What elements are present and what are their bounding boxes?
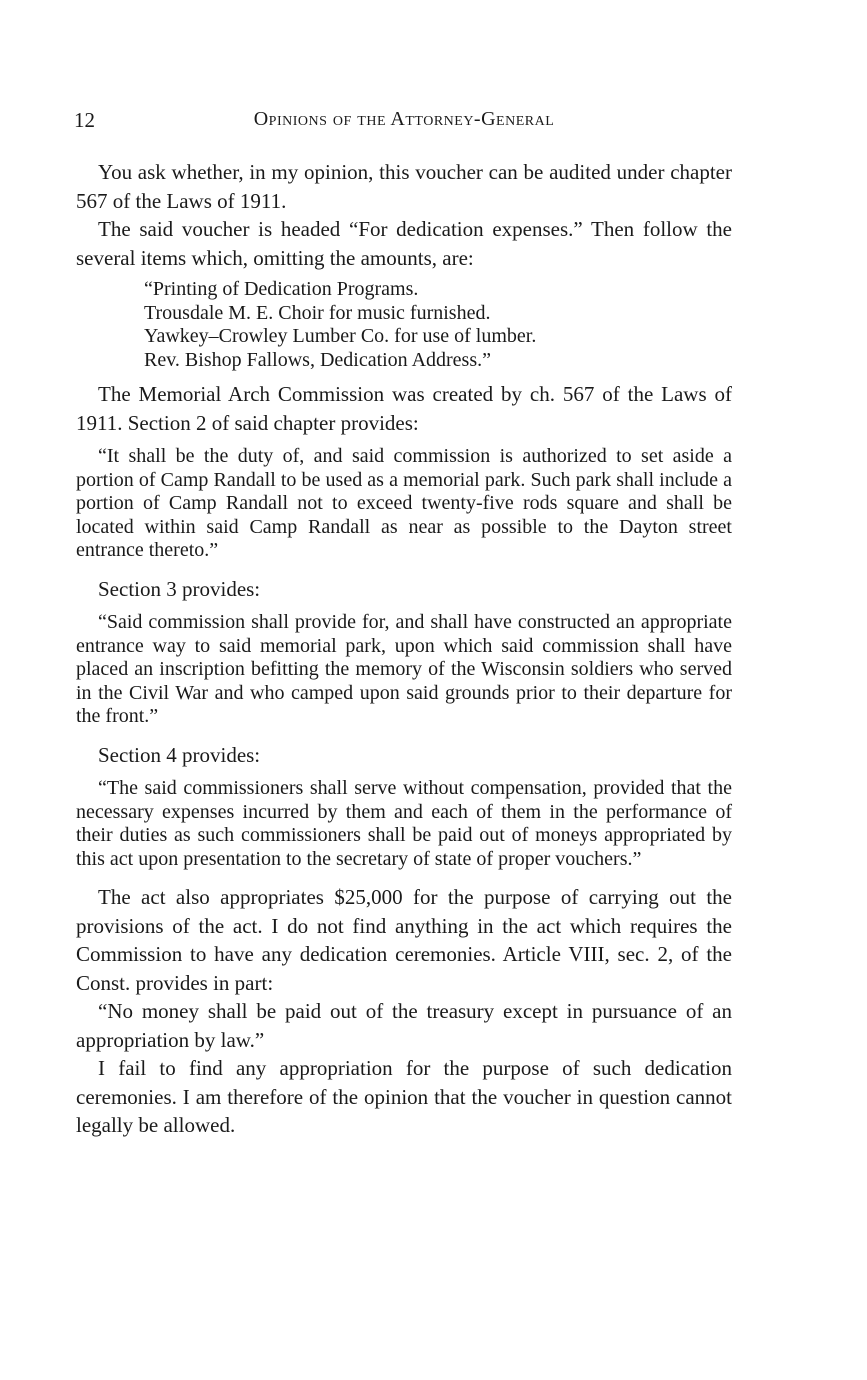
- quote-text: “It shall be the duty of, and said commission is authorized to set aside a portion of Camp Randall to be used as a memorial park. Such park shall include a portion of Camp Randall not to exceed twenty-five rods square and shall be located within said Camp Randall as near as possible to the Dayton street entrance thereto.”: [76, 445, 732, 561]
- page-body: [76, 158, 732, 1140]
- quote-section-4: [76, 777, 732, 871]
- paragraph-commission-created: The Memorial Arch Commission was created by ch. 567 of the Laws of 1911. Section 2 of said chapter provides:: [76, 382, 732, 435]
- section-4-label: Section 4 provides:: [98, 742, 261, 767]
- quote-text: “Said commission shall provide for, and shall have constructed an appropriate entrance way to said memorial park, upon which said commission shall have placed an inscription befitting the memory of the Wisconsin soldiers who served in the Civil War and who camped upon said grounds prior to their departure for the front.”: [76, 611, 732, 727]
- section-3-label: Section 3 provides:: [98, 576, 261, 601]
- voucher-items-list: [144, 278, 732, 372]
- paragraph-voucher-heading: The said voucher is headed “For dedication expenses.” Then follow the several items which, omitting the amounts, are:: [76, 217, 732, 270]
- list-item: Trousdale M. E. Choir for music furnished.: [144, 301, 491, 324]
- quote-section-2: [76, 445, 732, 563]
- list-item: Rev. Bishop Fallows, Dedication Address.”: [144, 348, 492, 371]
- paragraph-appropriation: The act also appropriates $25,000 for the purpose of carrying out the provisions of the act. I do not find anything in the act which requires the Commission to have any dedication ceremonies. Article VIII, sec. 2, of the Const. provides in part:: [76, 885, 732, 995]
- running-head: Opinions of the Attorney-General: [253, 108, 555, 130]
- paragraph-voucher-question: You ask whether, in my opinion, this voucher can be audited under chapter 567 of the Laws of 1911.: [76, 160, 732, 213]
- paragraph-constitution-quote: “No money shall be paid out of the treasury except in pursuance of an appropriation by law.”: [76, 999, 732, 1052]
- page-header: [74, 108, 734, 138]
- quote-section-3: [76, 611, 732, 729]
- quote-text: “The said commissioners shall serve without compensation, provided that the necessary expenses incurred by them and each of them in the performance of their duties as such commissioners shall be paid out of moneys appropriated by this act upon presentation to the secretary of state of proper vouchers.”: [76, 777, 732, 870]
- list-item: “Printing of Dedication Programs.: [144, 278, 419, 300]
- list-item: Yawkey–Crowley Lumber Co. for use of lumber.: [144, 325, 537, 347]
- paragraph-conclusion: I fail to find any appropriation for the purpose of such dedication ceremonies. I am therefore of the opinion that the voucher in question cannot legally be allowed.: [76, 1056, 732, 1137]
- page-number: 12: [74, 108, 95, 132]
